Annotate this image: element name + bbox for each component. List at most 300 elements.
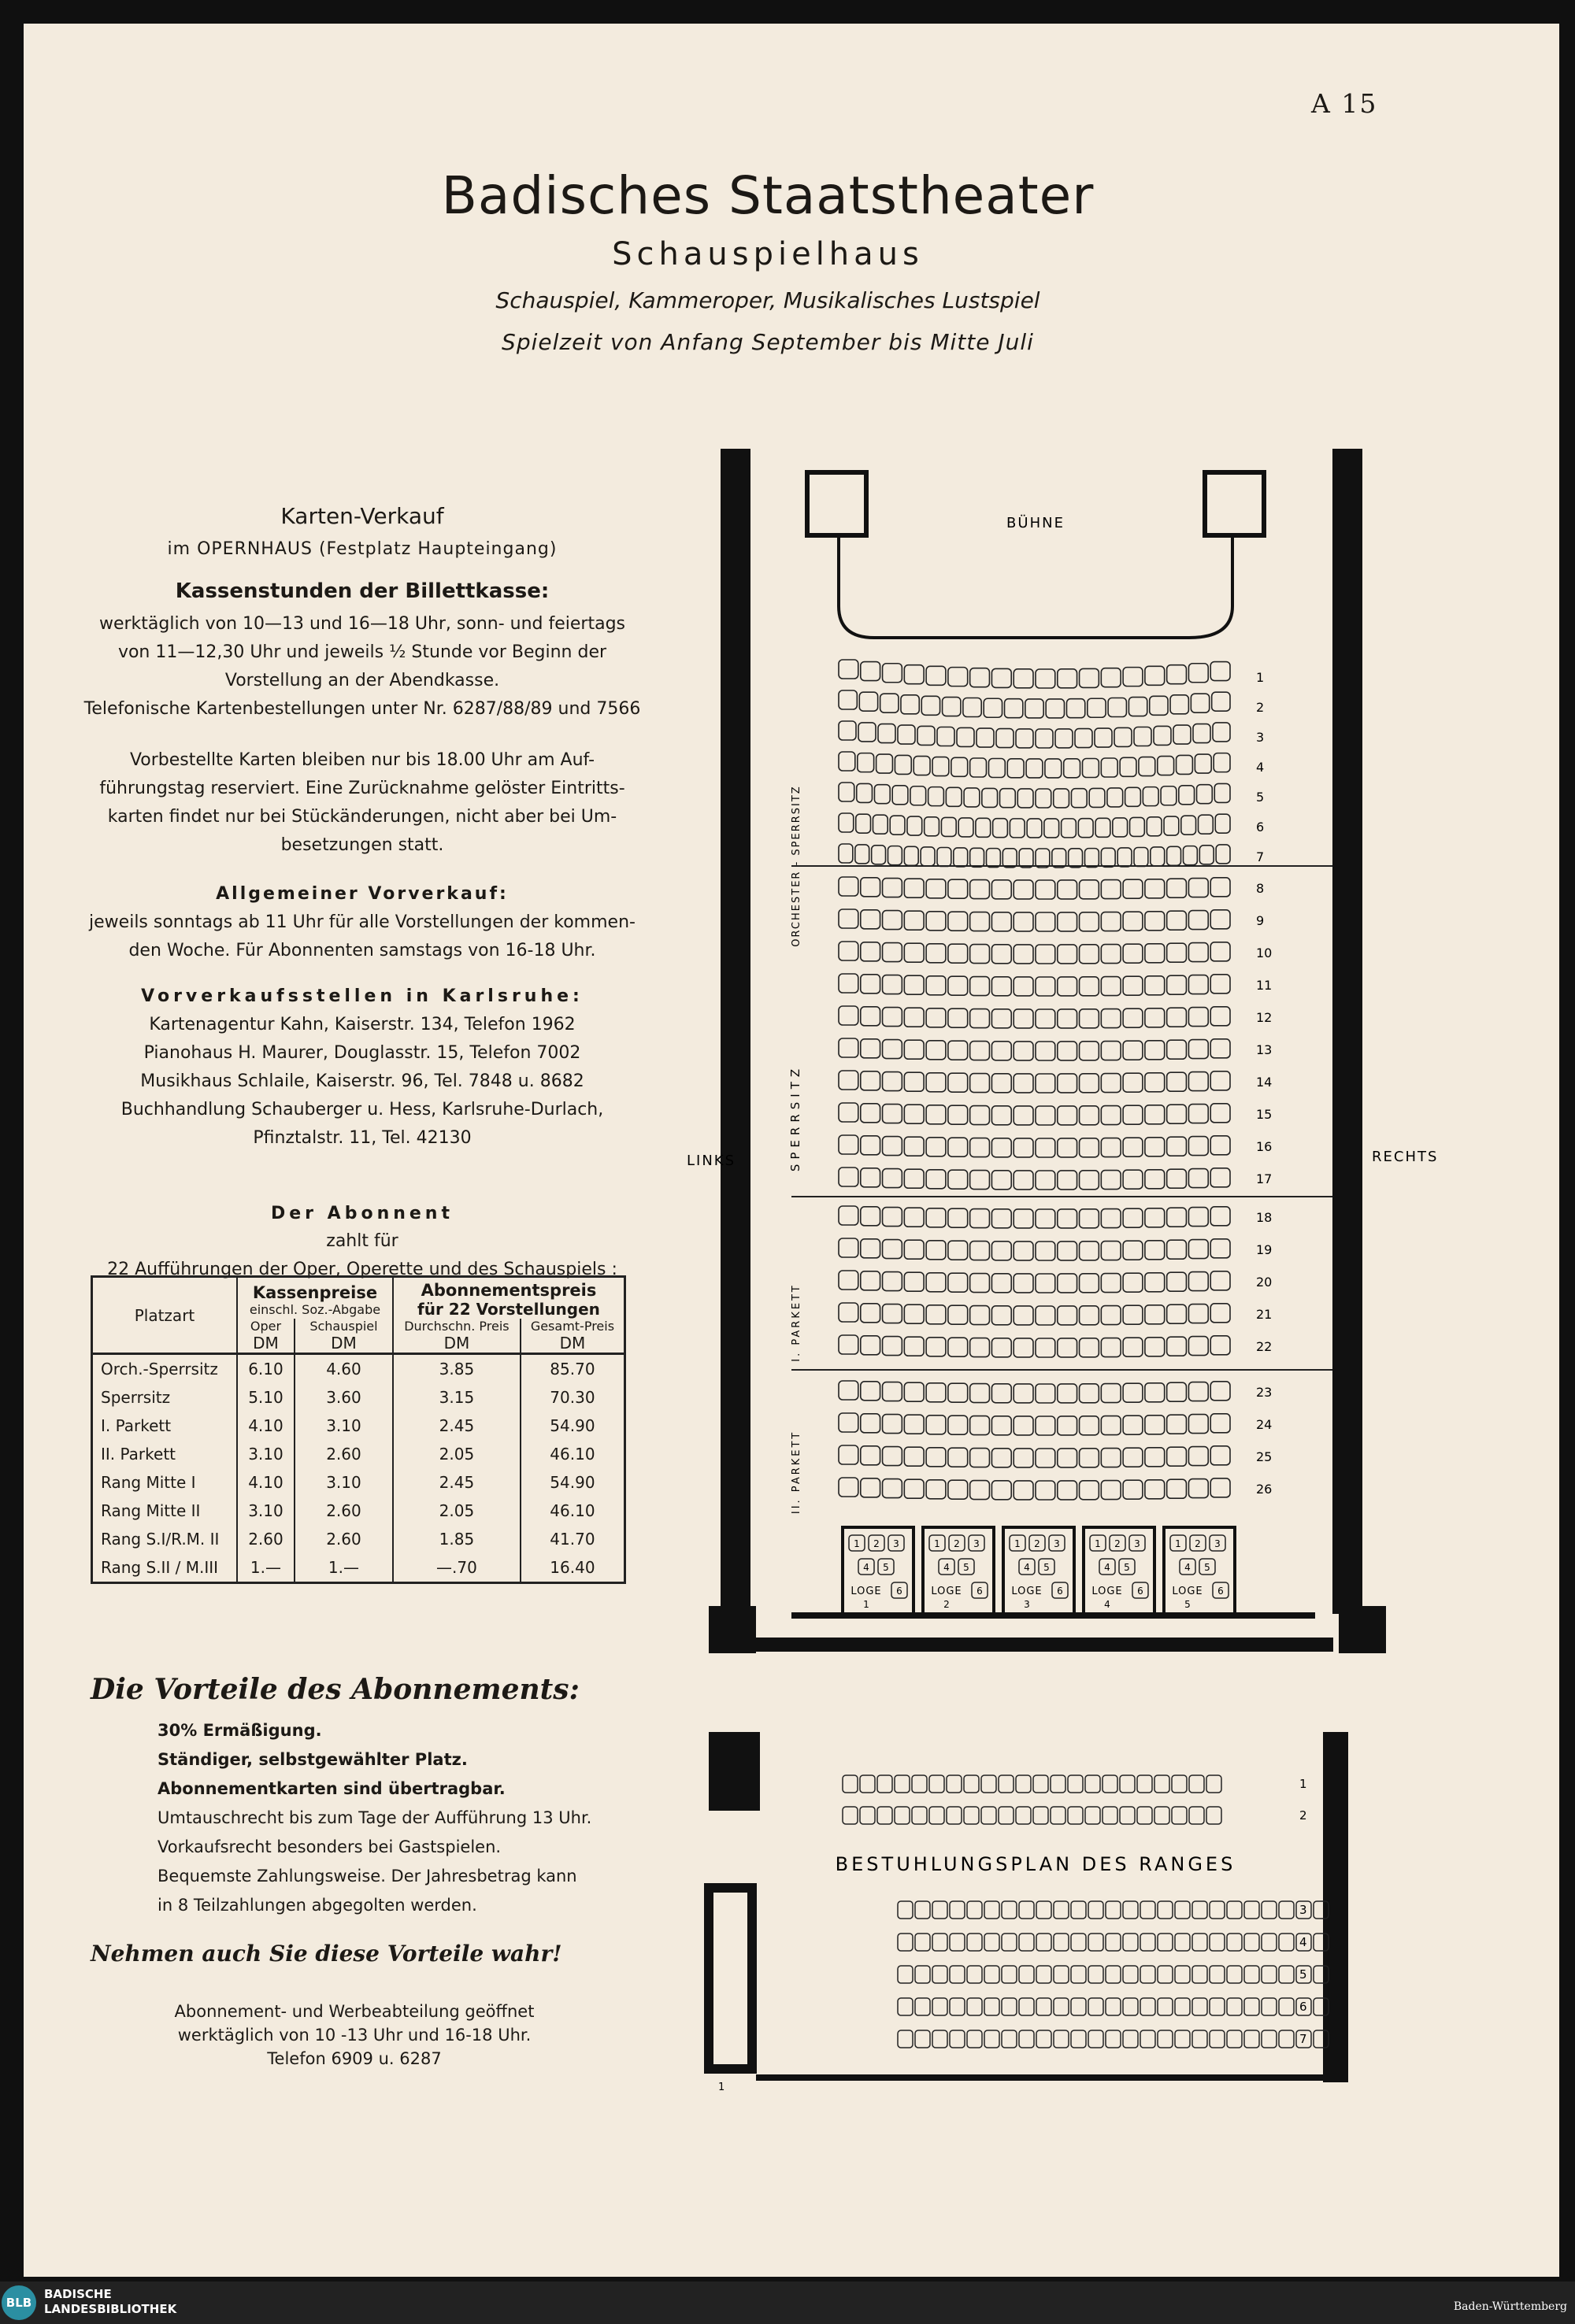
seat xyxy=(1123,1383,1143,1402)
seat xyxy=(1279,1998,1294,2015)
stage-label: BÜHNE xyxy=(1006,515,1065,531)
seat xyxy=(1054,1934,1069,1951)
seat xyxy=(839,1038,858,1057)
seat xyxy=(970,1074,990,1093)
seat xyxy=(1172,1807,1187,1824)
seat xyxy=(1058,945,1077,964)
seat xyxy=(1101,977,1121,996)
seat-row xyxy=(839,1238,1272,1260)
seat xyxy=(1058,880,1077,899)
table-cell-price: 4.60 xyxy=(295,1354,393,1384)
seat xyxy=(970,1009,990,1028)
seat xyxy=(1188,1447,1208,1466)
seat xyxy=(991,1274,1011,1293)
loge-number: 5 xyxy=(1184,1599,1191,1610)
seat xyxy=(1199,846,1214,864)
seat xyxy=(883,1137,902,1156)
seat xyxy=(839,974,858,993)
header-gesamt: Gesamt-Preis xyxy=(521,1319,625,1334)
seat xyxy=(948,879,968,898)
seat xyxy=(1227,1901,1242,1919)
seat xyxy=(948,976,968,995)
stage-box-left xyxy=(807,472,866,535)
seat-row xyxy=(839,1168,1272,1190)
seat xyxy=(895,1775,910,1793)
seat xyxy=(895,755,911,774)
seat xyxy=(904,943,924,962)
seat xyxy=(958,818,973,837)
seat xyxy=(1210,2030,1225,2048)
seat xyxy=(1102,1807,1117,1824)
seat xyxy=(1145,1073,1165,1092)
seat xyxy=(912,1775,927,1793)
seat xyxy=(1145,1383,1165,1402)
loge-seat-number: 3 xyxy=(973,1538,980,1549)
header-abopreis xyxy=(393,1277,625,1319)
seat xyxy=(967,1966,982,1983)
seat xyxy=(1123,1998,1138,2015)
seat xyxy=(991,1171,1011,1190)
header-schauspiel: Schauspiel xyxy=(295,1319,393,1334)
seat xyxy=(984,698,1002,717)
hours-heading: Kassenstunden der Billettkasse: xyxy=(175,579,550,603)
seat xyxy=(950,1901,965,1919)
right-wall xyxy=(1332,449,1362,1614)
seat xyxy=(1058,1449,1077,1467)
loge-seat-number: 3 xyxy=(1214,1538,1221,1549)
seat xyxy=(1014,1449,1033,1467)
seat-row xyxy=(839,690,1264,718)
seat xyxy=(1120,1775,1135,1793)
loge-label: LOGE xyxy=(1172,1586,1203,1597)
seat xyxy=(1058,1138,1077,1157)
seat xyxy=(1214,783,1230,802)
seat xyxy=(926,1073,946,1092)
seat xyxy=(970,945,990,964)
outlet-item: Buchhandlung Schauberger u. Hess, Karlsruhe-Durlach, xyxy=(120,1100,604,1119)
left-corner-pillar xyxy=(709,1606,756,1653)
seat xyxy=(904,1382,924,1401)
seat xyxy=(892,786,908,805)
seat xyxy=(1167,943,1187,962)
seat xyxy=(1279,1901,1294,1919)
outlet-item: Pianohaus H. Maurer, Douglasstr. 15, Telefon 7002 xyxy=(143,1043,581,1063)
seat xyxy=(1058,977,1077,996)
seat xyxy=(926,1041,946,1060)
seat xyxy=(984,1966,999,1983)
seat xyxy=(1080,977,1099,996)
seat xyxy=(1227,1998,1242,2015)
seat xyxy=(1193,724,1210,743)
seat xyxy=(914,757,930,775)
outlets-heading: Vorverkaufsstellen in Karlsruhe: xyxy=(141,986,584,1006)
seat xyxy=(948,1073,968,1092)
seat xyxy=(1140,1998,1155,2015)
footer-line: werktäglich von 10 -13 Uhr und 16-18 Uhr. xyxy=(177,2026,532,2045)
table-cell-price: 1.85 xyxy=(393,1525,521,1553)
seat xyxy=(1123,1273,1143,1292)
row-number: 3 xyxy=(1256,730,1265,745)
row-number: 6 xyxy=(1299,2000,1307,2014)
seat xyxy=(926,666,946,685)
loge-seat-number: 4 xyxy=(1024,1562,1030,1573)
sales-heading: Karten-Verkauf xyxy=(280,503,444,529)
seat xyxy=(948,1480,968,1499)
seat xyxy=(1036,1998,1051,2015)
table-cell-price: 41.70 xyxy=(521,1525,625,1553)
seat xyxy=(926,1480,946,1499)
loge-seat-number: 1 xyxy=(1175,1538,1181,1549)
table-cell-price: 6.10 xyxy=(237,1354,295,1384)
loge-seat-number: 1 xyxy=(854,1538,860,1549)
loge-seat-number: 3 xyxy=(1134,1538,1140,1549)
loge-seat-number: 3 xyxy=(893,1538,899,1549)
seat xyxy=(948,1105,968,1124)
seat xyxy=(1080,880,1099,899)
seat xyxy=(1005,699,1023,718)
seat xyxy=(915,2030,930,2048)
seat xyxy=(861,910,880,929)
row-number: 4 xyxy=(1299,1935,1307,1949)
seat xyxy=(970,1384,990,1403)
seat xyxy=(1210,1382,1230,1401)
seat xyxy=(904,1105,924,1123)
loge-seat-number: 5 xyxy=(883,1562,889,1573)
seat xyxy=(1188,1415,1208,1434)
genres-line: Schauspiel, Kammeroper, Musikalisches Lustspiel xyxy=(495,287,1040,313)
seat xyxy=(1210,1071,1230,1090)
seat xyxy=(1007,759,1024,778)
seat xyxy=(1088,1901,1103,1919)
seat xyxy=(904,1304,924,1323)
seat xyxy=(1075,729,1092,748)
seat xyxy=(1140,1934,1155,1951)
seat xyxy=(1019,1966,1034,1983)
seat xyxy=(1210,1136,1230,1155)
seat xyxy=(948,1208,968,1227)
seat xyxy=(883,879,902,897)
seat xyxy=(1002,1998,1017,2015)
seat xyxy=(1167,1304,1187,1323)
theater-walls xyxy=(709,449,1386,1653)
seat xyxy=(1143,787,1158,806)
seat xyxy=(1210,1934,1225,1951)
seat xyxy=(1058,1042,1077,1060)
table-cell-price: 3.10 xyxy=(295,1412,393,1440)
seat xyxy=(1080,1306,1099,1325)
row-number: 14 xyxy=(1256,1075,1273,1090)
seat xyxy=(1080,1384,1099,1403)
loge xyxy=(923,1527,994,1615)
seat xyxy=(1123,1208,1143,1227)
row-number: 13 xyxy=(1256,1042,1273,1057)
loge-seat-number: 6 xyxy=(1137,1586,1143,1597)
seat xyxy=(1123,2030,1138,2048)
seat xyxy=(991,1242,1011,1260)
seat xyxy=(1175,1934,1190,1951)
seat xyxy=(1014,1106,1033,1125)
seat xyxy=(1244,1901,1259,1919)
seat xyxy=(1036,1209,1055,1228)
seat xyxy=(1145,1105,1165,1124)
seat xyxy=(1054,1966,1069,1983)
loge-seat-number: 6 xyxy=(976,1586,983,1597)
seat xyxy=(877,1807,892,1824)
seat xyxy=(967,1901,982,1919)
seat xyxy=(1080,1138,1099,1157)
seat xyxy=(1101,1306,1121,1325)
seat xyxy=(1167,1105,1187,1123)
seat xyxy=(1137,1807,1152,1824)
seat xyxy=(1016,729,1033,748)
seat xyxy=(932,1998,947,2015)
seat xyxy=(915,1934,930,1951)
seat xyxy=(1120,757,1136,776)
seat xyxy=(1101,945,1121,964)
seat xyxy=(1244,1998,1259,2015)
seat xyxy=(1167,1208,1187,1227)
table-cell-platzart: Orch.-Sperrsitz xyxy=(92,1354,238,1384)
seat xyxy=(1017,789,1033,808)
seat xyxy=(1145,944,1165,963)
seat xyxy=(904,665,924,684)
seat xyxy=(1123,912,1143,931)
seat xyxy=(948,1241,968,1260)
seat xyxy=(1088,1934,1103,1951)
seat xyxy=(1123,1448,1143,1467)
seat xyxy=(1010,819,1025,838)
seat xyxy=(1054,1901,1069,1919)
seat xyxy=(1170,695,1188,714)
seat xyxy=(880,694,899,712)
seat xyxy=(1106,1998,1121,2015)
row-number: 16 xyxy=(1256,1139,1273,1154)
header-oper: Oper xyxy=(237,1319,295,1334)
seat xyxy=(1058,1171,1077,1190)
seat xyxy=(1080,1481,1099,1500)
table-cell-platzart: II. Parkett xyxy=(92,1440,238,1468)
seat-row xyxy=(839,942,1272,964)
header-unit: DM xyxy=(393,1334,521,1354)
seat xyxy=(970,1481,990,1500)
seat xyxy=(1167,846,1181,865)
seat xyxy=(926,1208,946,1227)
seat xyxy=(1101,1009,1121,1028)
seat xyxy=(1140,2030,1155,2048)
footer-line: Abonnement- und Werbeabteilung geöffnet xyxy=(174,2002,535,2021)
seat xyxy=(932,1901,947,1919)
seat xyxy=(839,1006,858,1025)
seat xyxy=(1025,699,1043,718)
seat xyxy=(839,1071,858,1090)
header-abopreis-title: Abonnementspreis xyxy=(421,1281,597,1300)
seat xyxy=(991,1384,1011,1403)
table-cell-platzart: Rang Mitte II xyxy=(92,1497,238,1525)
seat xyxy=(991,945,1011,964)
row-number: 17 xyxy=(1256,1171,1273,1186)
seat xyxy=(883,1447,902,1466)
seat xyxy=(1101,1106,1121,1125)
table-cell-price: —.70 xyxy=(393,1553,521,1583)
loge-seat-number: 5 xyxy=(963,1562,969,1573)
seat xyxy=(1108,698,1126,717)
loge-seat-number: 5 xyxy=(1204,1562,1210,1573)
presale-text xyxy=(79,909,646,965)
seat xyxy=(904,975,924,994)
seat xyxy=(1080,1042,1099,1060)
seat xyxy=(1088,698,1106,717)
seat xyxy=(1125,787,1141,806)
loge-seat-number: 2 xyxy=(1034,1538,1040,1549)
seat xyxy=(1036,1274,1055,1293)
seat xyxy=(970,668,990,687)
seat xyxy=(1080,912,1099,931)
page-title: Badisches Staatstheater xyxy=(441,165,1095,226)
seat xyxy=(883,1272,902,1291)
table-cell-price: 2.60 xyxy=(237,1525,295,1553)
seat xyxy=(926,1273,946,1292)
seat xyxy=(861,1336,880,1355)
seat xyxy=(999,1807,1014,1824)
seat xyxy=(1080,1009,1099,1028)
loge-label: LOGE xyxy=(1011,1586,1043,1597)
seat xyxy=(1244,2030,1259,2048)
seat xyxy=(904,846,918,865)
seat xyxy=(1188,943,1208,962)
seat xyxy=(1210,1007,1230,1026)
seat xyxy=(1161,786,1177,805)
seat xyxy=(1262,2030,1277,2048)
seat xyxy=(950,2030,965,2048)
seat xyxy=(1210,662,1230,681)
seat xyxy=(970,1338,990,1357)
seat xyxy=(861,1382,880,1401)
seat xyxy=(1101,1171,1121,1190)
table-cell-price: 2.45 xyxy=(393,1468,521,1497)
table-cell-platzart: Sperrsitz xyxy=(92,1383,238,1412)
seat xyxy=(907,816,922,835)
seat xyxy=(1188,1337,1208,1356)
seat xyxy=(1188,1072,1208,1091)
seat xyxy=(1191,694,1209,712)
seat xyxy=(1088,1966,1103,1983)
seat xyxy=(1033,1775,1048,1793)
seat xyxy=(1210,1901,1225,1919)
seat xyxy=(1106,1901,1121,1919)
page-number: A 15 xyxy=(1311,88,1378,119)
seat xyxy=(926,1105,946,1124)
presale-heading: Allgemeiner Vorverkauf: xyxy=(216,884,509,904)
table-row xyxy=(92,1468,625,1497)
section-label-parkett-1: I. PARKETT xyxy=(791,1283,802,1362)
seat xyxy=(1145,1273,1165,1292)
seat xyxy=(1101,1042,1121,1060)
left-side-label: LINKS xyxy=(687,1153,736,1169)
seat xyxy=(1151,847,1165,866)
seat xyxy=(839,752,855,771)
table-cell-platzart: I. Parkett xyxy=(92,1412,238,1440)
seat xyxy=(1154,726,1171,745)
seat xyxy=(1101,880,1121,899)
seat xyxy=(951,757,968,776)
seat xyxy=(1167,1137,1187,1156)
seat xyxy=(1175,2030,1190,2048)
rang-seat-row xyxy=(898,1934,1329,1951)
seat xyxy=(1085,1807,1100,1824)
seat xyxy=(1036,849,1050,868)
loge-seat-number: 3 xyxy=(1054,1538,1060,1549)
seat xyxy=(1080,1074,1099,1093)
outlet-item: Musikhaus Schlaile, Kaiserstr. 96, Tel. 7848 u. 8682 xyxy=(140,1071,584,1091)
left-wall xyxy=(721,449,750,1614)
seat xyxy=(929,1775,944,1793)
table-cell-price: 3.15 xyxy=(393,1383,521,1412)
seat xyxy=(1123,1480,1143,1499)
seat-row xyxy=(839,1445,1272,1467)
seat xyxy=(1158,1966,1173,1983)
seat xyxy=(1158,1998,1173,2015)
seat xyxy=(839,1478,858,1497)
seat xyxy=(1036,1416,1055,1435)
seat xyxy=(898,1998,913,2015)
seat xyxy=(991,1042,1011,1060)
seat xyxy=(1014,1171,1033,1190)
seat xyxy=(1019,849,1033,868)
seat xyxy=(1014,880,1033,899)
table-cell-price: 85.70 xyxy=(521,1354,625,1384)
rang-right-wall xyxy=(1323,1732,1348,2082)
orchestra-pit xyxy=(839,535,1232,638)
seat xyxy=(928,787,944,806)
seat xyxy=(1188,1137,1208,1156)
seat xyxy=(874,785,890,804)
right-side-label: RECHTS xyxy=(1372,1149,1439,1165)
seat xyxy=(1210,1304,1230,1323)
seat xyxy=(1033,1807,1048,1824)
seat xyxy=(855,845,869,864)
seat xyxy=(1262,1998,1277,2015)
loge-seat-number: 4 xyxy=(1184,1562,1191,1573)
loge-seat-number: 6 xyxy=(1217,1586,1224,1597)
seat xyxy=(1137,1775,1152,1793)
seat xyxy=(888,846,902,865)
seat xyxy=(1036,1106,1055,1125)
seat-row xyxy=(839,974,1272,996)
seat xyxy=(1175,1901,1190,1919)
seat xyxy=(883,1040,902,1059)
seat xyxy=(898,2030,913,2048)
seat xyxy=(1045,759,1062,778)
seat xyxy=(1036,912,1055,931)
library-name-line: LANDESBIBLIOTHEK xyxy=(44,2302,177,2316)
seat xyxy=(991,668,1011,687)
seat xyxy=(1210,878,1230,897)
seat xyxy=(1206,1807,1221,1824)
seat xyxy=(926,1138,946,1156)
seat xyxy=(1066,699,1084,718)
seat-row xyxy=(839,721,1264,748)
header-unit: DM xyxy=(295,1334,393,1354)
seat xyxy=(932,1966,947,1983)
rang-corner-number: 1 xyxy=(718,2082,725,2093)
table-row xyxy=(92,1383,625,1412)
seat xyxy=(926,1170,946,1189)
table-cell-price: 1.— xyxy=(237,1553,295,1583)
seat xyxy=(1014,1481,1033,1500)
seat xyxy=(858,723,876,742)
seat xyxy=(861,1478,880,1497)
seat-row xyxy=(839,813,1264,838)
